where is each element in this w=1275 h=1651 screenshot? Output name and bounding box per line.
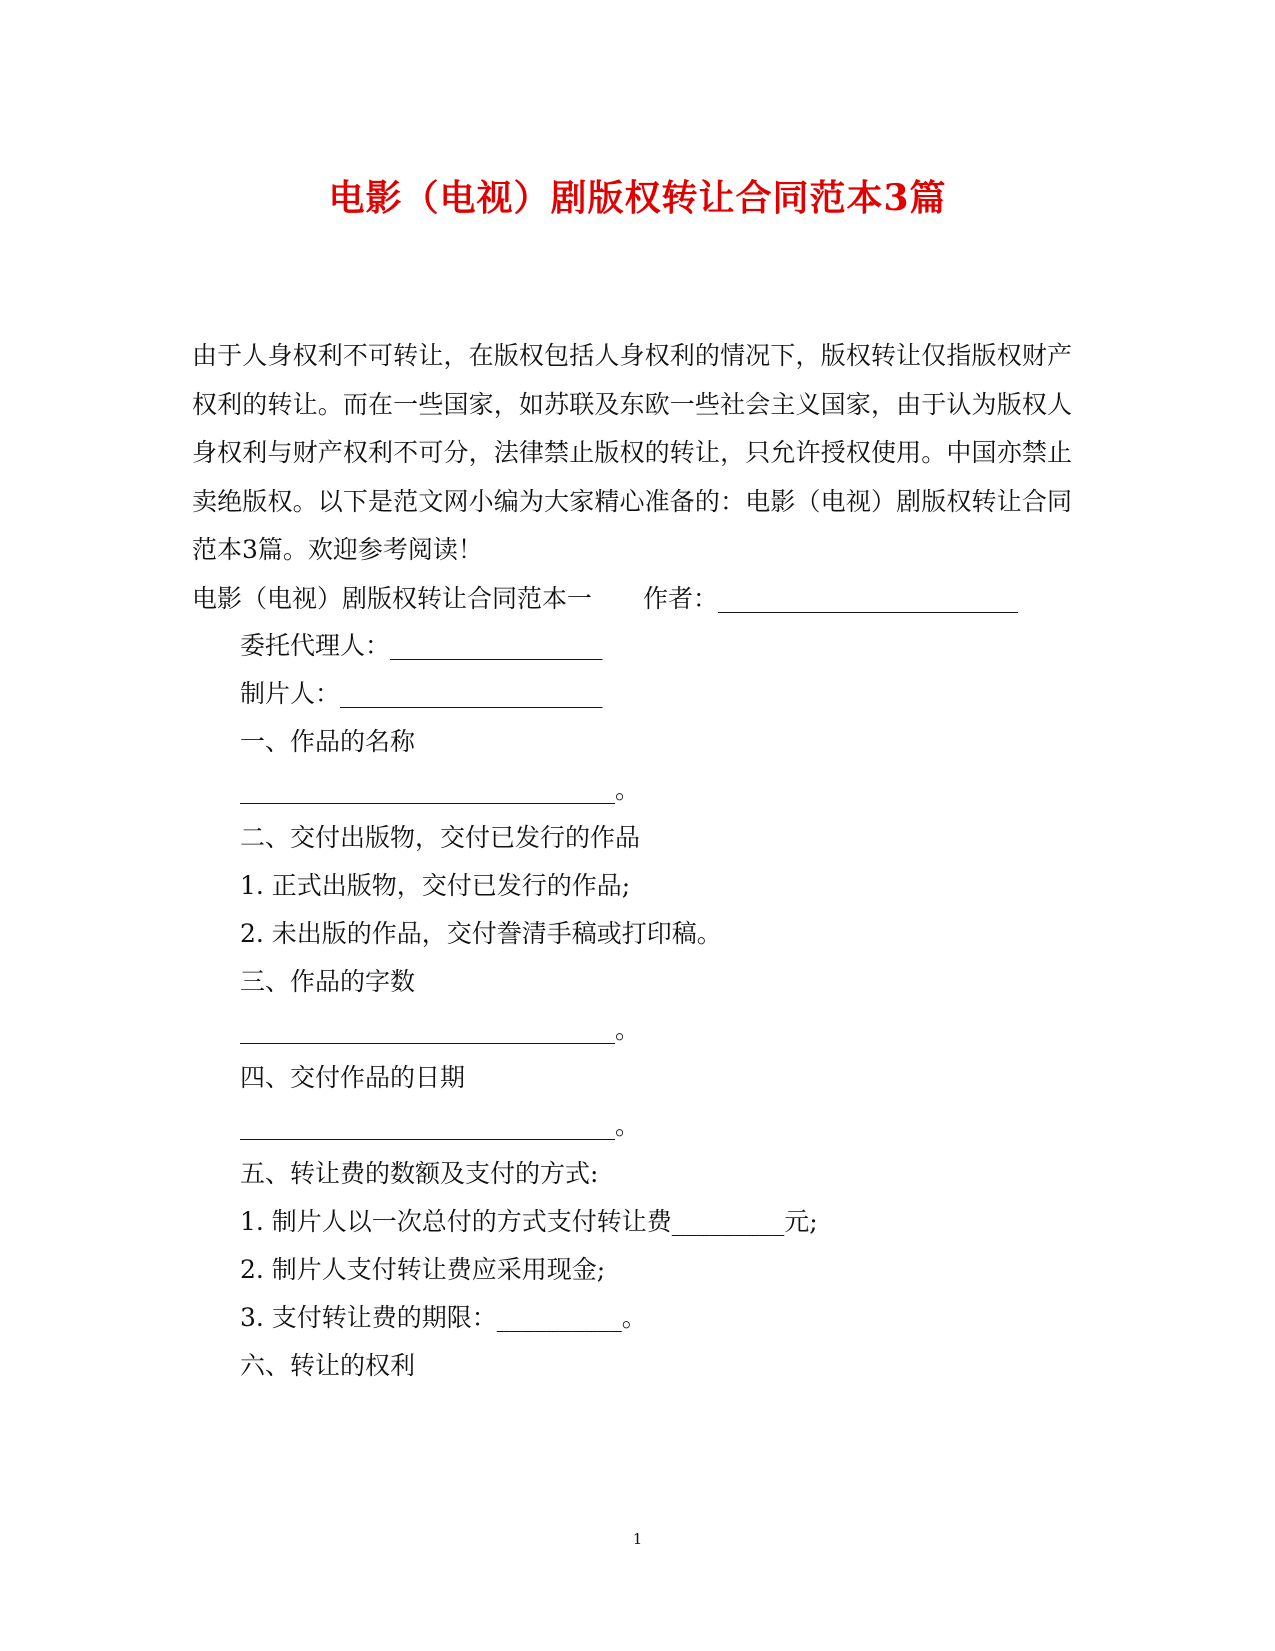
intro-paragraph: 由于人身权利不可转让，在版权包括人身权利的情况下，版权转让仅指版权财产权利的转让。而在一些国家，如苏联及东欧一些社会主义国家，由于认为版权人身权利与财产权利不可分，法律禁止版权的转让，只允许授权使用。中国亦禁止卖绝版权。以下是范文网小编为大家精心准备的：电影（电视）剧版权转让合同范本3篇。欢迎参考阅读！ — [192, 341, 1072, 565]
section-4-blank: ______________________________。 — [240, 1111, 641, 1140]
section-3-blank: ______________________________。 — [240, 1015, 641, 1044]
section-1-blank: ______________________________。 — [240, 775, 641, 804]
section-6-heading: 六、转让的权利 — [240, 1351, 416, 1380]
section-2-item-2: 2. 未出版的作品，交付誊清手稿或打印稿。 — [240, 919, 722, 948]
page-number: 1 — [632, 1530, 643, 1548]
section-4-heading: 四、交付作品的日期 — [240, 1063, 466, 1092]
contract-heading: 电影（电视）剧版权转让合同范本一 — [192, 584, 593, 613]
section-5-item-2: 2. 制片人支付转让费应采用现金; — [240, 1255, 606, 1284]
author-field: 作者：________________________ — [643, 584, 1019, 613]
section-3-heading: 三、作品的字数 — [240, 967, 416, 996]
section-1-heading: 一、作品的名称 — [240, 727, 416, 756]
section-5-item-1: 1. 制片人以一次总付的方式支付转让费_________元; — [240, 1207, 818, 1236]
section-2-item-1: 1. 正式出版物，交付已发行的作品; — [240, 871, 631, 900]
section-2-heading: 二、交付出版物，交付已发行的作品 — [240, 823, 641, 852]
section-5-heading: 五、转让费的数额及支付的方式: — [240, 1159, 599, 1188]
agent-field: 委托代理人：_________________ — [240, 631, 603, 660]
producer-field: 制片人：_____________________ — [240, 679, 603, 708]
section-5-item-3: 3. 支付转让费的期限：__________。 — [240, 1303, 647, 1332]
document-title: 电影（电视）剧版权转让合同范本3篇 — [328, 177, 947, 219]
